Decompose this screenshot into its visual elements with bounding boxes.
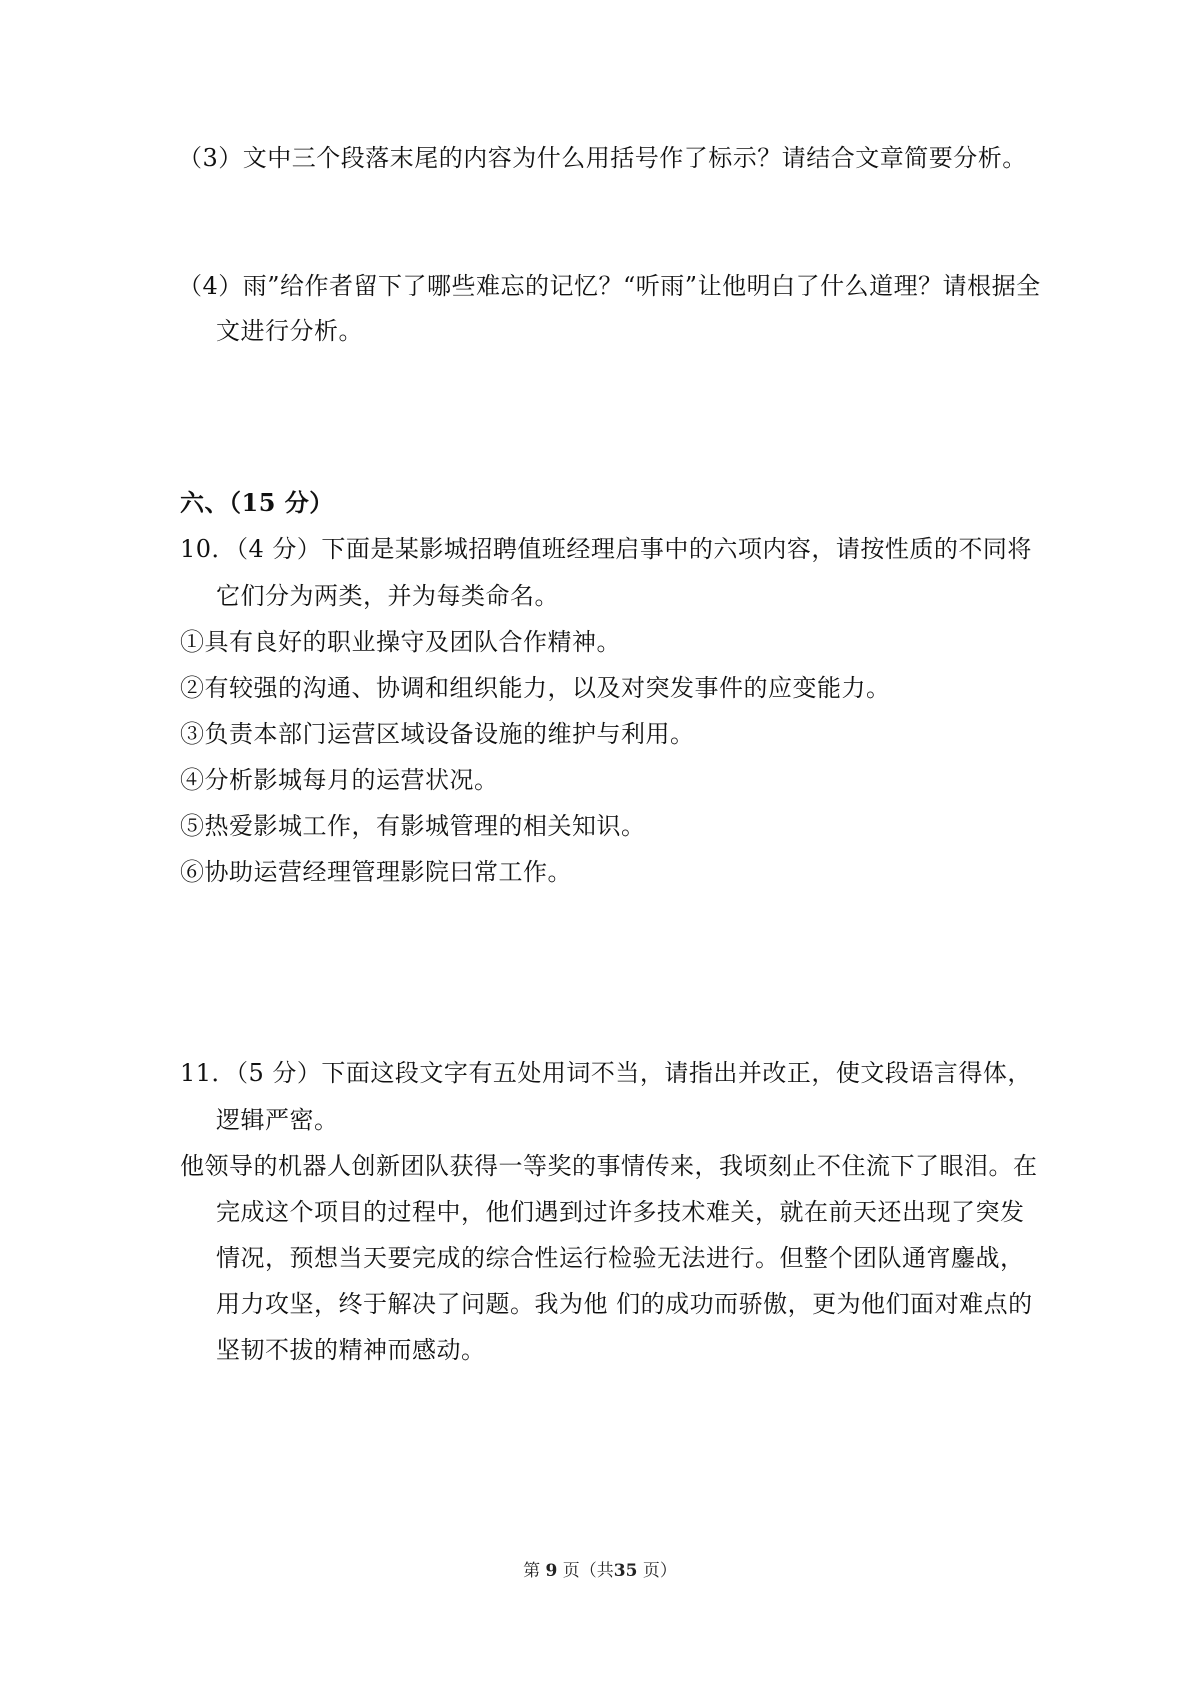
item-4: ④分析影城每月的运营状况。 [180, 766, 499, 794]
question-4-line-2: 文进行分析。 [216, 317, 363, 345]
passage-line-4: 用力攻坚，终于解决了问题。我为他 们的成功而骄傲，更为他们面对难点的 [216, 1290, 1033, 1318]
page-footer [0, 1559, 1200, 1583]
section-heading: 六、（15 分） [180, 488, 334, 517]
passage-line-1: 他领导的机器人创新团队获得一等奖的事情传来，我顷刻止不住流下了眼泪。在 [180, 1152, 1038, 1180]
question-10-line-2: 它们分为两类，并为每类命名。 [216, 582, 559, 610]
footer-page-number: 9 [545, 1561, 558, 1581]
passage-line-3: 情况，预想当天要完成的综合性运行检验无法进行。但整个团队通宵鏖战， [216, 1244, 1025, 1272]
footer-total-pages: 35 [613, 1561, 638, 1581]
footer-suffix: 页） [642, 1561, 677, 1581]
question-4-line-1: （4）雨”给作者留下了哪些难忘的记忆？“听雨”让他明白了什么道理？请根据全 [178, 272, 1041, 300]
question-11-line-2: 逻辑严密。 [216, 1106, 339, 1134]
item-5: ⑤热爱影城工作，有影城管理的相关知识。 [180, 812, 646, 840]
footer-middle: 页（共 [562, 1561, 614, 1581]
item-6: ⑥协助运营经理管理影院曰常工作。 [180, 858, 572, 886]
question-10-line-1: 10．（4 分）下面是某影城招聘值班经理启事中的六项内容，请按性质的不同将 [180, 535, 1032, 563]
question-3: （3）文中三个段落末尾的内容为什么用括号作了标示？请结合文章简要分析。 [178, 144, 1027, 172]
item-2: ②有较强的沟通、协调和组织能力，以及对突发事件的应变能力。 [180, 674, 891, 702]
passage-line-2: 完成这个项目的过程中，他们遇到过许多技术难关，就在前天还出现了突发 [216, 1198, 1025, 1226]
passage-line-5: 坚韧不拔的精神而感动。 [216, 1336, 486, 1364]
item-3: ③负责本部门运营区域设备设施的维护与利用。 [180, 720, 695, 748]
item-1: ①具有良好的职业操守及团队合作精神。 [180, 628, 621, 656]
footer-prefix: 第 [523, 1561, 541, 1581]
question-11-line-1: 11．（5 分）下面这段文字有五处用词不当，请指出并改正，使文段语言得体， [180, 1059, 1032, 1087]
